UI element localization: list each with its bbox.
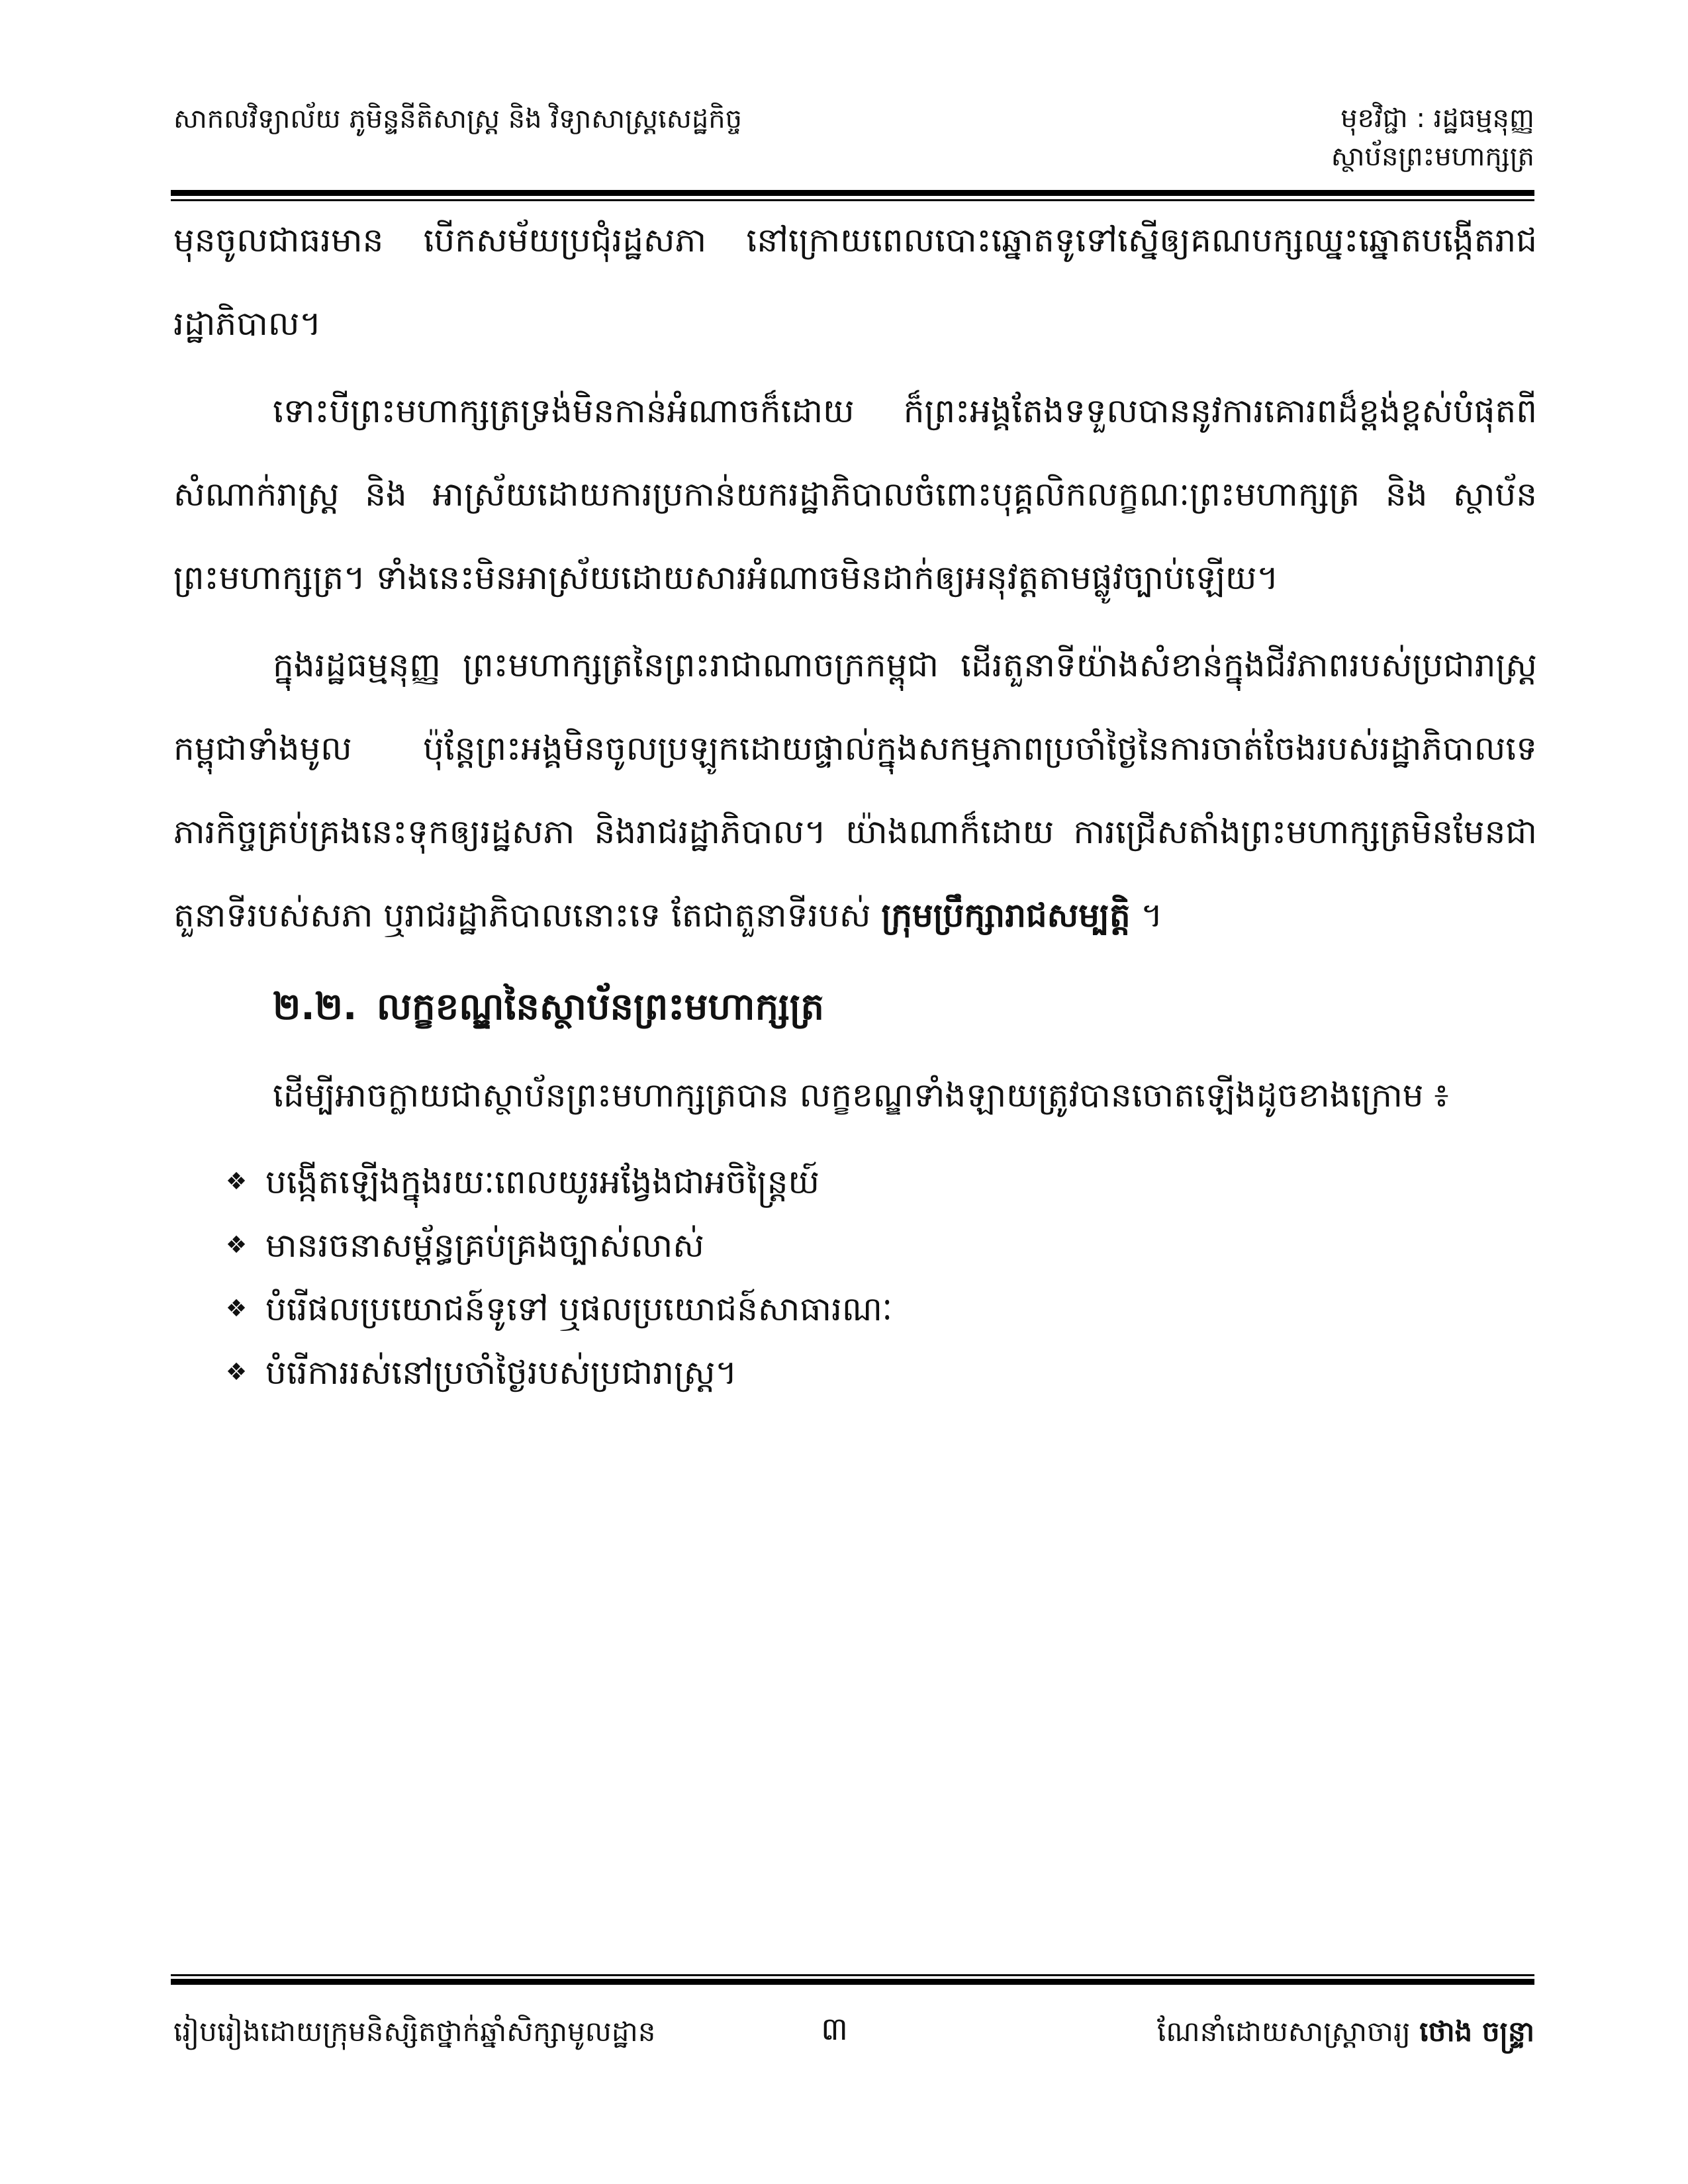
list-item-text: បំរើការរស់នៅប្រចាំថ្ងៃរបស់ប្រជារាស្ត្រ។ bbox=[265, 1353, 737, 1392]
footer-supervisor bbox=[1157, 2012, 1534, 2052]
section-heading bbox=[273, 961, 1537, 1054]
conditions-list bbox=[223, 1150, 1537, 1404]
paragraph-2: ទោះបីព្រះមហាក្សត្រទ្រង់មិនកាន់អំណាចក៏ដោយ ក៏ព្រះអង្គតែងទទួលបាននូវការគោរពដ៏ខ្ពង់ខ្ពស់បំផុតពីសំណាក់រាស្ត្រ និង អាស្រ័យដោយការប្រកាន់យករដ្ឋាភិបាលចំពោះបុគ្គលិកលក្ខណៈព្រះមហាក្សត្រ និង ស្ថាប័នព្រះមហាក្សត្រ។ ទាំងនេះមិនអាស្រ័យដោយសារអំណាចមិនដាក់ឲ្យអនុវត្តតាមផ្លូវច្បាប់ឡើយ។ bbox=[173, 392, 1537, 597]
footer-supervisor-name: ថោង ចន្ទ្រា bbox=[1419, 2015, 1534, 2048]
section-title: លក្ខខណ្ឌនៃស្ថាប័នព្រះមហាក្សត្រ bbox=[376, 985, 825, 1028]
list-item bbox=[223, 1341, 1537, 1404]
section-number: ២.២. bbox=[273, 985, 357, 1028]
header-university-name: សាកលវិទ្យាល័យ ភូមិន្ទនីតិសាស្ត្រ និង វិទ្យាសាស្ត្រសេដ្ឋកិច្ច bbox=[173, 104, 743, 134]
paragraph-3-text: ក្នុងរដ្ឋធម្មនុញ្ញ ព្រះមហាក្សត្រនៃព្រះរាជាណាចក្រកម្ពុជា ដើរតួនាទីយ៉ាងសំខាន់ក្នុងជីវភាពរបស់ប្រជារាស្ត្រកម្ពុជាទាំងមូល ប៉ុន្តែព្រះអង្គមិនចូលប្រឡូកដោយផ្ទាល់ក្នុងសកម្មភាពប្រចាំថ្ងៃនៃការចាត់ចែងរបស់រដ្ឋាភិបាលទេ ភារកិច្ចគ្រប់គ្រងនេះទុកឲ្យរដ្ឋសភា និងរាជរដ្ឋាភិបាល។ យ៉ាងណាក៏ដោយ ការជ្រើសតាំងព្រះមហាក្សត្រមិនមែនជាតួនាទីរបស់សភា ឬរាជរដ្ឋាភិបាលនោះទេ តែជាតួនាទីរបស់ bbox=[173, 646, 1537, 934]
list-item-text: មានរចនាសម្ព័ន្ធគ្រប់គ្រងច្បាស់លាស់ bbox=[265, 1226, 704, 1265]
list-item-text: បង្កើតឡើងក្នុងរយៈពេលយូរអង្វែងជាអចិន្ត្រៃយ៍ bbox=[265, 1163, 820, 1201]
header-topic-line: ស្ថាប័នព្រះមហាក្សត្រ bbox=[1331, 142, 1534, 172]
paragraph-3 bbox=[173, 623, 1537, 957]
paragraph-3-end: ។ bbox=[1130, 896, 1163, 934]
diamond-bullet-icon: ❖ bbox=[225, 1232, 248, 1259]
footer-rule bbox=[171, 1979, 1534, 1985]
list-item bbox=[223, 1214, 1537, 1277]
header-subject bbox=[1331, 99, 1534, 176]
diamond-bullet-icon: ❖ bbox=[225, 1295, 248, 1322]
footer-supervisor-label: ណែនាំដោយសាស្ត្រាចារ្យ bbox=[1157, 2015, 1420, 2048]
list-item bbox=[223, 1277, 1537, 1341]
paragraph-1: មុនចូលជាធរមាន បើកសម័យប្រជុំរដ្ឋសភា នៅក្រោយពេលបោះឆ្នោតទូទៅស្នើឲ្យគណបក្សឈ្នះឆ្នោតបង្កើតរាជរដ្ឋាភិបាល។ bbox=[173, 221, 1537, 343]
list-item-text: បំរើផលប្រយោជន៍ទូទៅ ឬផលប្រយោជន៍សាធារណៈ bbox=[265, 1290, 893, 1328]
header-subject-line: មុខវិជ្ជា : រដ្ឋធម្មនុញ្ញ bbox=[1340, 103, 1534, 134]
page-number: ៣ bbox=[821, 2011, 849, 2048]
diamond-bullet-icon: ❖ bbox=[225, 1168, 248, 1195]
footer-rule-thin bbox=[171, 1974, 1534, 1976]
footer-prepared-by: រៀបរៀងដោយក្រុមនិស្សិតថ្នាក់ឆ្នាំសិក្សាមូលដ្ឋាន bbox=[173, 2015, 656, 2048]
diamond-bullet-icon: ❖ bbox=[225, 1359, 248, 1386]
main-content bbox=[173, 199, 1537, 1404]
header-rule bbox=[171, 190, 1534, 196]
royal-council-term: ក្រុមប្រឹក្សារាជសម្បត្តិ bbox=[881, 896, 1131, 934]
paragraph-4: ដើម្បីអាចក្លាយជាស្ថាប័នព្រះមហាក្សត្របាន លក្ខខណ្ឌទាំងឡាយត្រូវបានចោតឡើងដូចខាងក្រោម ៖ bbox=[273, 1076, 1449, 1115]
list-item bbox=[223, 1150, 1537, 1214]
